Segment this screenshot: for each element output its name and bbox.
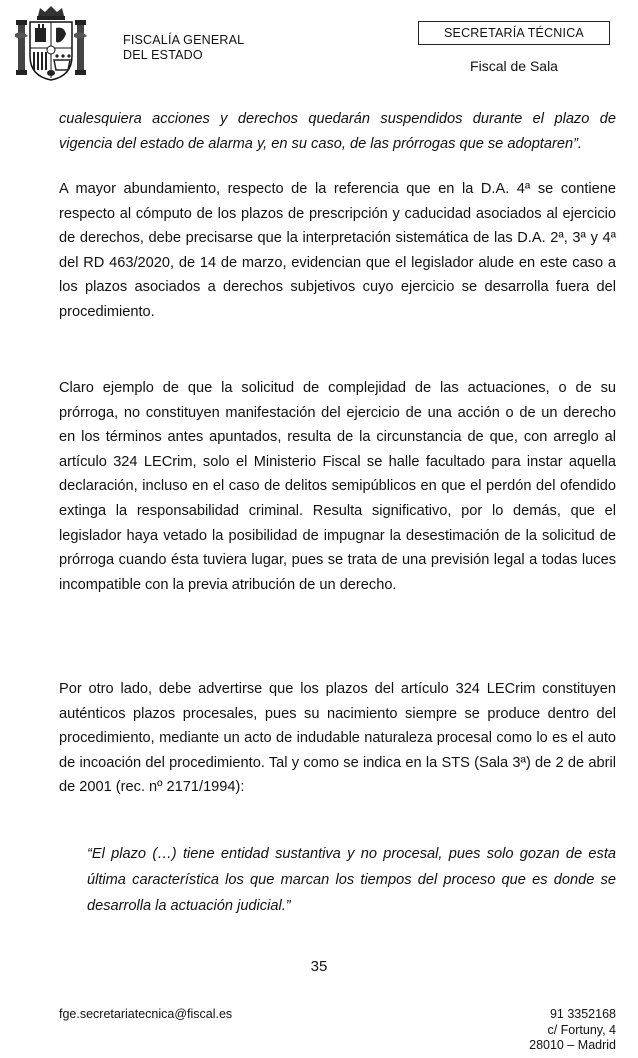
- page-number: 35: [310, 958, 328, 975]
- footer-address: [529, 1007, 616, 1054]
- paragraph-continuation: cualesquiera acciones y derechos quedarán suspendidos durante el plazo de vigencia del estado de alarma y, en su caso, de las prórrogas que se adoptaren”.: [59, 111, 616, 152]
- footer-phone: 91 3352168: [549, 1007, 616, 1021]
- footer-city: 28010 – Madrid: [529, 1038, 616, 1052]
- paragraph-1: A mayor abundamiento, respecto de la referencia que en la D.A. 4ª se contiene respecto al cómputo de los plazos de prescripción y caducidad asociados al ejercicio de derechos, debe precisarse que la interpretación sistemática de las D.A. 2ª, 3ª y 4ª del RD 463/2020, de 14 de marzo, evidencian que el legislador alude en este caso a los plazos asociados a derechos subjetivos cuyo ejercicio se desarrolla fuera del procedimiento.: [59, 181, 616, 320]
- paragraph-2: Claro ejemplo de que la solicitud de complejidad de las actuaciones, o de su prórroga, no constituyen manifestación del ejercicio de una acción o de un derecho en los términos antes apuntados, resulta de la circunstancia de que, con arreglo al artículo 324 LECrim, solo el Ministerio Fiscal se halle facultado para instar aquella declaración, incluso en el caso de delitos semipúblicos en que el perdón del ofendido extinga la responsabilidad criminal. Resulta significativo, por lo demás, que el legislador haya vetado la posibilidad de impugnar la desestimación de la solicitud de prórroga cuando ésta tuviera lugar, pues se trata de una previsión legal a todas luces incompatible con la previa atribución de un derecho.: [59, 380, 616, 593]
- footer-street: c/ Fortuny, 4: [547, 1022, 616, 1037]
- org-line-1: FISCALÍA GENERAL: [123, 33, 245, 47]
- spain-coat-of-arms-icon: [14, 4, 88, 82]
- organization-name: [123, 33, 244, 63]
- block-quote: “El plazo (…) tiene entidad sustantiva y no procesal, pues solo gozan de esta última característica los que marcan los tiempos del proceso que es donde se desarrolla la actuación judicial.”: [87, 846, 616, 914]
- fiscal-de-sala-label: Fiscal de Sala: [470, 58, 558, 74]
- paragraph-3: Por otro lado, debe advertirse que los plazos del artículo 324 LECrim constituyen auténticos plazos procesales, pues su nacimiento siempre se produce dentro del procedimiento, mediante un acto de indudable naturaleza procesal como lo es el auto de incoación del procedimiento. Tal y como se indica en la STS (Sala 3ª) de 2 de abril de 2001 (rec. nº 2171/1994):: [59, 681, 616, 796]
- footer-email: fge.secretariatecnica@fiscal.es: [59, 1007, 233, 1021]
- secretaria-tecnica-box: SECRETARÍA TÉCNICA: [418, 21, 610, 45]
- org-line-2: DEL ESTADO: [123, 48, 203, 62]
